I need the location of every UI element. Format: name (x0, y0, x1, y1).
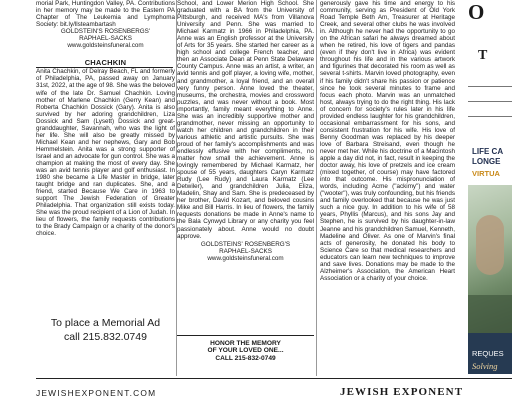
memorial-ad-box (36, 316, 175, 366)
obituary-column-2 (177, 0, 314, 262)
advertisement-strip (468, 0, 512, 374)
obituary-body-karmatz: School, and Lower Merion High School. She graduated with a BA from the University of Pittsburgh, and received MA's from Villanova University and Penn. She was married to Michael Karmatz in 1966 in Philadelphia, PA. Anne was an English professor at the University of Arts for 35 years. She started her career as a high school and college French teacher, and then an Associate Dean at Penn State Delaware County Campus. Anne was an artist, a writer, an avid tennis and golf player, a loving wife, mother, and grandmother, a loyal friend, and an overall very funny person. Anne loved the theater, museums, the orchestra, movies and crossword puzzles, and was never without a book. Most importantly, family meant everything to Anne. She was an incredibly supportive mother and grandmother, never missing an opportunity to watch her children and grandchildren in their various athletic and artistic pursuits. She was proud of her family's accomplishments and was endlessly effusive with her compliments, no matter how small the achievement. Anne is lovingly remembered by Michael Karmatz, her spouse of 55 years, daughters Caryn Karmatz Rudy (Lee Rudy) and Laura Karmatz (Lee Detwiler), and grandchildren Julia, Eliza, Madelin, Shay and Sam. She is predeceased by her brother, David Kozart, and beloved cousins Mike and Bill Harris. In lieu of flowers, the family requests donations be made in Anne's name to the Bala Cynwyd Library or any charity you feel passionately about. Anne would no doubt approve. (177, 0, 314, 240)
obituary-name-heading: CHACHKIN (84, 58, 127, 68)
obituary-body-chachkin: Anita Chachkin, of Delray Beach, FL and formerly of Philadelphia, PA, passed away on January 31st, 2022, at the age of 98. She was the beloved wife of the late Dr. Samuel Chachkin. Loving mother of Marlene Chachkin (Gerry Kean) and Roberta Chachkin Dossick (Gary). Anita is also survived by her adoring grandchildren, Liza Dossick and Sam (Lysett) Dossick and great-granddaughter, Savannah, who was the light of her life. She will also be greatly missed by Michael Kean and her nephews, Gary and Bob Hemmelstein. Anita was a strong supporter of Israel and an advocate for gun control. She was a champion at making the most of every day. She was an avid tennis player and golf enthusiast. In 1980 she became a Life Master in bridge, later taught bridge and ran duplicates. She, and a friend, started Because We Care in 1963 to support The Jewish Federation of Greater Philadelphia. That organization still exists today. She was the proud recipient of a Lion of Judah. In lieu of flowers, the family requests contributions to the Brady Campaign or a charity of the donor's choice. (36, 68, 175, 238)
funeral-home-website: www.goldsteinsfuneral.com (207, 254, 284, 262)
obituary-body-marvin: generously gave his time and energy to his community, serving as President of Old York Road Temple Beth Am, Treasurer at Heritage Creek, and several other clubs he was involved in. Although he never had the opportunity to go on the African safari he always dreamed about when he retired, his love of tigers and pandas (even if they don't live in Africa) was evident throughout his life and in the various artwork and figurines that decorated his room as well as several t-shirts. Marvin loved photography, even if his family didn't share his passion or patience since he took several minutes to frame and focus each photo. Marvin was an unmatched host, always trying to do the right thing. His lack of concern for society's rules later in his life provided endless laughter for his grandchildren, occasional embarrassment for his sons, and consistent frustration for his wife. His love of Benny Goodman was replaced by his deeper love of Barbara Streisand, even though he never met her. While his doctrine of a Macintosh apple a day did not, in fact, result in keeping the doctor away, his love of pretzels and ice cream (mixed together, of course) may have factored into that outcome. His mispronunciation of words, including Acme ("ackimy") and water ("wooter"), was truly confounding, but his friends and family overlooked that because he was just such a nice guy. In addition to his wife of 58 years, Phyllis (Marcus), and his sons Jay and Stephen, he is survived by his daughter-in-law Jeanne and his grandchildren Samuel, Kenneth, Madeline and Oliver. As one of Marvin's final acts of generosity, he donated his body to Science Care so that medical researchers and educators can learn new techniques to improve and save lives. Donations may be made to the Alzheimer's Association, the American Heart Association or a charity of your choice. (320, 0, 455, 282)
footer-website: JEWISHEXPONENT.COM (36, 388, 157, 398)
footer-rule (36, 378, 512, 379)
previous-obituary-ending: morial Park, Huntingdon Valley, PA. Contributions in her memory may be made to the Eastern PA Chapter of The Leukemia and Lymphoma Society: bit.ly/llsteambartash (36, 0, 175, 29)
divider-line (36, 67, 173, 68)
ad-life-care-headline (472, 147, 503, 167)
memorial-ad-phone: call 215.832.0749 (64, 331, 147, 343)
ad-headline-line-1: LIFE CA (472, 147, 504, 156)
obituary-column-3 (320, 0, 455, 282)
honor-ad-phone: CALL 215-832-0749 (215, 354, 276, 362)
funeral-home-website: www.goldsteinsfuneral.com (67, 42, 144, 50)
honor-memory-ad (177, 335, 314, 376)
honor-ad-line-2: OF YOUR LOVED ONE... (207, 347, 284, 355)
memorial-ad-line-1: To place a Memorial Ad (50, 317, 161, 329)
footer-publication-name: JEWISH EXPONENT (340, 386, 464, 398)
ad-subhead-fragment: T (478, 48, 488, 63)
column-divider (316, 0, 317, 376)
ad-headline-fragment: O (468, 0, 485, 24)
funeral-home-name: GOLDSTEINS' ROSENBERG'S (200, 240, 291, 248)
funeral-home-name: GOLDSTEIN'S ROSENBERGS' (60, 28, 151, 36)
funeral-home-name-2: RAPHAEL-SACKS (79, 35, 132, 43)
ad-tagline: Solving (472, 361, 498, 371)
ad-requests-text: REQUES (472, 349, 504, 358)
ad-headline-line-2: LONGE (472, 157, 501, 166)
obituary-column-1 (36, 0, 175, 238)
ad-rule-lines (468, 86, 512, 131)
honor-ad-line-1: HONOR THE MEMORY (210, 340, 281, 347)
ad-virtual-text: VIRTUA (472, 169, 500, 178)
funeral-home-name-2: RAPHAEL-SACKS (219, 247, 272, 255)
